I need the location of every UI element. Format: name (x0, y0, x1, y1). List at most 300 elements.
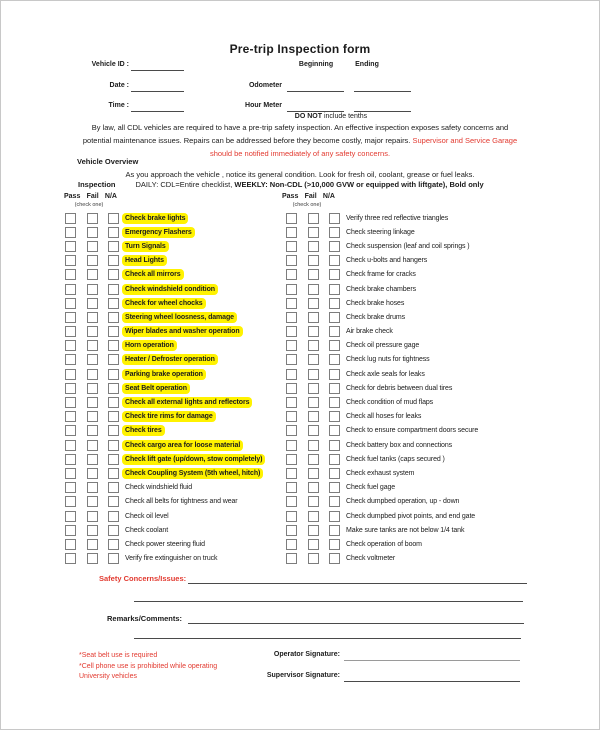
checklist-row (65, 438, 265, 452)
pass-checkbox[interactable] (286, 326, 297, 337)
na-checkbox[interactable] (329, 397, 340, 408)
na-checkbox[interactable] (329, 326, 340, 337)
right-passfail-header (282, 193, 335, 200)
na-checkbox[interactable] (329, 468, 340, 479)
checklist-row (65, 495, 265, 509)
fail-checkbox[interactable] (87, 298, 98, 309)
pass-checkbox[interactable] (65, 468, 76, 479)
checklist-item-label: Check to ensure compartment doors secure (346, 427, 479, 435)
checklist-row (286, 481, 481, 495)
fail-checkbox[interactable] (87, 511, 98, 522)
approach-instruction: As you approach the vehicle , notice its general condition. Look for fresh oil, coolant, grease or fuel leaks. (125, 170, 475, 179)
checklist-row (286, 495, 481, 509)
pass-checkbox[interactable] (65, 326, 76, 337)
na-checkbox[interactable] (108, 411, 119, 422)
checklist-item-label: Air brake check (346, 328, 393, 336)
pass-checkbox[interactable] (65, 227, 76, 238)
pass-checkbox[interactable] (65, 454, 76, 465)
checklist-item-label: Head Lights (122, 255, 167, 266)
supervisor-signature-line[interactable] (344, 681, 520, 682)
daily-text: DAILY: CDL=Entire checklist, (135, 180, 235, 189)
checklist-row (286, 225, 481, 239)
pass-checkbox[interactable] (65, 539, 76, 550)
pass-checkbox[interactable] (286, 525, 297, 536)
checklist-item-label: Check lift gate (up/down, stow completely) (122, 454, 265, 465)
intro-paragraph (43, 122, 557, 161)
checklist-item-label: Check for debris between dual tires (346, 384, 453, 392)
operator-signature-label: Operator Signature: (273, 651, 340, 658)
pass-checkbox[interactable] (65, 411, 76, 422)
na-checkbox[interactable] (329, 241, 340, 252)
fail-checkbox[interactable] (87, 383, 98, 394)
checklist-row (65, 254, 265, 268)
checklist-row (65, 296, 265, 310)
pass-checkbox[interactable] (65, 340, 76, 351)
na-checkbox[interactable] (108, 383, 119, 394)
checklist-item-label: Check all external lights and reflectors (122, 397, 252, 408)
na-checkbox[interactable] (108, 440, 119, 451)
na-checkbox[interactable] (329, 454, 340, 465)
na-checkbox[interactable] (108, 468, 119, 479)
checklist-row (286, 523, 481, 537)
na-checkbox[interactable] (108, 539, 119, 550)
fail-checkbox[interactable] (87, 255, 98, 266)
na-checkbox[interactable] (329, 511, 340, 522)
fail-checkbox[interactable] (87, 539, 98, 550)
pass-checkbox[interactable] (286, 298, 297, 309)
pass-checkbox[interactable] (286, 553, 297, 564)
fail-checkbox[interactable] (87, 553, 98, 564)
pass-checkbox[interactable] (65, 241, 76, 252)
checklist-row (286, 353, 481, 367)
checklist-row (286, 424, 481, 438)
checklist-item-label: Check brake chambers (346, 285, 416, 293)
checklist-row (286, 296, 481, 310)
na-checkbox[interactable] (329, 312, 340, 323)
pass-checkbox[interactable] (286, 354, 297, 365)
na-checkbox[interactable] (108, 525, 119, 536)
vehicle-id-label: Vehicle ID : (91, 61, 129, 68)
remarks-line-2[interactable] (134, 638, 521, 639)
do-not-include-tenths-note: DO NOT include tenths (294, 113, 368, 120)
fail-checkbox[interactable] (308, 496, 319, 507)
checklist-row (65, 353, 265, 367)
checklist-item-label: Check dumpbed operation, up - down (346, 498, 460, 506)
fail-checkbox[interactable] (308, 468, 319, 479)
checklist-item-label: Check fuel gage (346, 484, 396, 492)
checklist-item-label: Turn Signals (122, 241, 169, 252)
pass-checkbox[interactable] (286, 241, 297, 252)
na-checkbox[interactable] (108, 241, 119, 252)
na-checkbox[interactable] (108, 269, 119, 280)
fail-checkbox[interactable] (87, 241, 98, 252)
fail-checkbox[interactable] (308, 213, 319, 224)
checklist-row (286, 410, 481, 424)
fail-checkbox[interactable] (308, 340, 319, 351)
checklist-row (286, 438, 481, 452)
checklist-item-label: Check exhaust system (346, 469, 415, 477)
fail-checkbox[interactable] (87, 312, 98, 323)
remarks-line-1[interactable] (188, 623, 524, 624)
fail-checkbox[interactable] (308, 511, 319, 522)
fail-checkbox[interactable] (308, 397, 319, 408)
pass-checkbox[interactable] (65, 255, 76, 266)
checklist-item-label: Check frame for cracks (346, 271, 416, 279)
na-checkbox[interactable] (108, 511, 119, 522)
na-checkbox[interactable] (329, 255, 340, 266)
checklist-item-label: Parking brake operation (122, 369, 206, 380)
checklist-item-label: Check brake hoses (346, 299, 405, 307)
checklist-item-label: Check all belts for tightness and wear (125, 498, 238, 506)
fail-checkbox[interactable] (87, 326, 98, 337)
pass-checkbox[interactable] (286, 340, 297, 351)
pass-checkbox[interactable] (286, 397, 297, 408)
checklist-item-label: Emergency Flashers (122, 227, 195, 238)
na-checkbox[interactable] (329, 354, 340, 365)
date-field-line[interactable] (131, 91, 184, 92)
pass-checkbox[interactable] (65, 496, 76, 507)
checklist-item-label: Check oil level (125, 512, 169, 520)
time-field-line[interactable] (131, 111, 184, 112)
checklist-item-label: Check brake drums (346, 313, 405, 321)
checklist-item-label: Make sure tanks are not below 1/4 tank (346, 526, 465, 534)
pass-checkbox[interactable] (65, 269, 76, 280)
checklist-row (286, 325, 481, 339)
checklist-item-label: Check dumpbed pivot points, and end gate (346, 512, 476, 520)
checklist-row (286, 537, 481, 551)
fail-checkbox[interactable] (308, 411, 319, 422)
checklist-item-label: Check all hoses for leaks (346, 413, 422, 421)
checklist-left-column (65, 211, 265, 566)
checklist-item-label: Check power steering fluid (125, 540, 205, 548)
inspection-frequency-line (78, 180, 484, 189)
odometer-ending-line[interactable] (354, 91, 411, 92)
na-checkbox[interactable] (329, 496, 340, 507)
checklist-item-label: Check steering linkage (346, 228, 415, 236)
checklist-row (286, 395, 481, 409)
checklist-item-label: Verify fire extinguisher on truck (125, 555, 218, 563)
checklist-row (286, 339, 481, 353)
ending-column-label: Ending (355, 61, 379, 68)
checklist-row (65, 523, 265, 537)
checklist-item-label: Check voltmeter (346, 555, 396, 563)
odometer-label: Odometer (248, 82, 282, 89)
checklist-row (65, 339, 265, 353)
pass-checkbox[interactable] (286, 383, 297, 394)
fail-checkbox[interactable] (87, 284, 98, 295)
pass-checkbox[interactable] (65, 553, 76, 564)
time-label: Time : (108, 102, 129, 109)
checklist-row (286, 552, 481, 566)
fail-checkbox[interactable] (87, 454, 98, 465)
fail-checkbox[interactable] (308, 284, 319, 295)
checklist-row (65, 310, 265, 324)
pass-checkbox[interactable] (65, 397, 76, 408)
na-checkbox[interactable] (108, 227, 119, 238)
hour-meter-beginning-line[interactable] (287, 111, 344, 112)
pass-checkbox[interactable] (286, 284, 297, 295)
na-checkbox[interactable] (108, 255, 119, 266)
fail-checkbox[interactable] (308, 553, 319, 564)
fail-checkbox[interactable] (308, 354, 319, 365)
checklist-item-label: Check windshield fluid (125, 484, 193, 492)
checklist-item-label: Check brake lights (122, 213, 188, 224)
pass-checkbox[interactable] (286, 269, 297, 280)
checklist-item-label: Check windshield condition (122, 284, 218, 295)
pass-checkbox[interactable] (286, 227, 297, 238)
na-checkbox[interactable] (329, 411, 340, 422)
fail-checkbox[interactable] (308, 383, 319, 394)
checklist-item-label: Check suspension (leaf and coil springs ) (346, 242, 470, 250)
fail-checkbox[interactable] (87, 227, 98, 238)
hour-meter-label: Hour Meter (245, 102, 282, 109)
pass-header: Pass (282, 193, 299, 200)
checklist-item-label: Verify three red reflective triangles (346, 214, 449, 222)
checklist-row (286, 211, 481, 225)
fail-checkbox[interactable] (308, 369, 319, 380)
weekly-text: WEEKLY: Non-CDL (>10,000 GVW or equipped with liftgate), Bold only (234, 180, 484, 189)
na-checkbox[interactable] (108, 213, 119, 224)
checklist-row (65, 367, 265, 381)
fail-checkbox[interactable] (308, 440, 319, 451)
pass-checkbox[interactable] (65, 440, 76, 451)
checklist-item-label: Check coolant (125, 526, 169, 534)
fail-checkbox[interactable] (87, 496, 98, 507)
pass-checkbox[interactable] (286, 312, 297, 323)
inspection-label: Inspection (78, 180, 116, 189)
checklist-row (65, 452, 265, 466)
checklist-row (286, 509, 481, 523)
checklist-row (286, 268, 481, 282)
na-checkbox[interactable] (329, 340, 340, 351)
odometer-beginning-line[interactable] (287, 91, 344, 92)
na-checkbox[interactable] (329, 425, 340, 436)
fail-checkbox[interactable] (308, 298, 319, 309)
checklist-row (65, 481, 265, 495)
na-checkbox[interactable] (108, 425, 119, 436)
pass-checkbox[interactable] (65, 298, 76, 309)
na-checkbox[interactable] (329, 213, 340, 224)
na-header: N/A (104, 193, 117, 200)
safety-concerns-label: Safety Concerns/Issues: (99, 574, 187, 583)
fail-checkbox[interactable] (87, 397, 98, 408)
checklist-right-column (286, 211, 481, 566)
pass-checkbox[interactable] (286, 255, 297, 266)
pass-checkbox[interactable] (286, 440, 297, 451)
pass-checkbox[interactable] (65, 383, 76, 394)
checklist-row (286, 367, 481, 381)
vehicle-overview-heading: Vehicle Overview (77, 157, 139, 166)
pass-checkbox[interactable] (65, 213, 76, 224)
checklist-row (65, 424, 265, 438)
checklist-row (65, 239, 265, 253)
pass-checkbox[interactable] (286, 454, 297, 465)
na-checkbox[interactable] (329, 369, 340, 380)
fail-checkbox[interactable] (87, 213, 98, 224)
safety-concerns-line-1[interactable] (188, 583, 527, 584)
checklist-row (65, 282, 265, 296)
na-checkbox[interactable] (329, 440, 340, 451)
pass-checkbox[interactable] (286, 482, 297, 493)
pass-checkbox[interactable] (65, 354, 76, 365)
pass-checkbox[interactable] (286, 369, 297, 380)
fail-checkbox[interactable] (87, 440, 98, 451)
checklist-row (286, 254, 481, 268)
na-checkbox[interactable] (329, 284, 340, 295)
checklist-row (65, 537, 265, 551)
na-checkbox[interactable] (108, 354, 119, 365)
pass-checkbox[interactable] (65, 425, 76, 436)
checklist-item-label: Check axle seals for leaks (346, 370, 425, 378)
remarks-label: Remarks/Comments: (107, 614, 183, 623)
fail-checkbox[interactable] (87, 269, 98, 280)
fail-checkbox[interactable] (87, 340, 98, 351)
checklist-item-label: Check oil pressure gage (346, 342, 420, 350)
na-checkbox[interactable] (108, 482, 119, 493)
fail-checkbox[interactable] (308, 482, 319, 493)
na-checkbox[interactable] (108, 284, 119, 295)
na-checkbox[interactable] (329, 298, 340, 309)
na-checkbox[interactable] (108, 369, 119, 380)
na-checkbox[interactable] (329, 553, 340, 564)
cellphone-footnote-line-1: *Cell phone use is prohibited while operating (79, 663, 218, 670)
checklist-item-label: Check for wheel chocks (122, 298, 206, 309)
checklist-row (65, 509, 265, 523)
pass-checkbox[interactable] (286, 425, 297, 436)
pass-checkbox[interactable] (65, 369, 76, 380)
cellphone-footnote-line-2: University vehicles (79, 673, 137, 680)
na-checkbox[interactable] (108, 326, 119, 337)
left-passfail-header (64, 193, 117, 200)
checklist-row (286, 239, 481, 253)
na-checkbox[interactable] (108, 312, 119, 323)
checklist-item-label: Heater / Defroster operation (122, 354, 218, 365)
na-header: N/A (322, 193, 335, 200)
na-checkbox[interactable] (108, 298, 119, 309)
fail-checkbox[interactable] (308, 425, 319, 436)
checklist-item-label: Check tire rims for damage (122, 411, 216, 422)
pass-header: Pass (64, 193, 81, 200)
pass-checkbox[interactable] (65, 525, 76, 536)
fail-checkbox[interactable] (308, 454, 319, 465)
fail-checkbox[interactable] (87, 354, 98, 365)
checklist-row (65, 225, 265, 239)
checklist-item-label: Check Coupling System (5th wheel, hitch) (122, 468, 263, 479)
fail-checkbox[interactable] (308, 241, 319, 252)
checklist-row (65, 410, 265, 424)
checklist-row (65, 381, 265, 395)
checklist-item-label: Horn operation (122, 340, 177, 351)
vehicle-id-field-line[interactable] (131, 70, 184, 71)
fail-checkbox[interactable] (87, 411, 98, 422)
pass-checkbox[interactable] (286, 411, 297, 422)
checklist-item-label: Check operation of boom (346, 540, 422, 548)
na-checkbox[interactable] (329, 269, 340, 280)
checklist-item-label: Steering wheel loosness, damage (122, 312, 237, 323)
fail-checkbox[interactable] (87, 482, 98, 493)
fail-checkbox[interactable] (87, 369, 98, 380)
checklist-row (65, 395, 265, 409)
checklist-row (286, 310, 481, 324)
checklist-row (65, 325, 265, 339)
checklist-item-label: Check condition of mud flaps (346, 399, 434, 407)
checklist-item-label: Seat Belt operation (122, 383, 190, 394)
pass-checkbox[interactable] (65, 482, 76, 493)
checklist-row (286, 452, 481, 466)
fail-checkbox[interactable] (87, 525, 98, 536)
intro-line-1: By law, all CDL vehicles are required to have a pre-trip safety inspection. An effective inspection exposes safety concerns and (91, 123, 509, 132)
fail-checkbox[interactable] (308, 312, 319, 323)
na-checkbox[interactable] (329, 227, 340, 238)
pass-checkbox[interactable] (286, 539, 297, 550)
na-checkbox[interactable] (108, 496, 119, 507)
na-checkbox[interactable] (329, 482, 340, 493)
checklist-row (65, 552, 265, 566)
intro-line-2: potential maintenance issues. Repairs can be addressed before they become costly, major repairs. Supervisor and Service Garage (82, 135, 518, 145)
checklist-item-label: Wiper blades and washer operation (122, 326, 243, 337)
beginning-column-label: Beginning (298, 61, 334, 68)
na-checkbox[interactable] (108, 397, 119, 408)
intro-line-3: should be notified immediately of any safety concerns. (209, 148, 391, 158)
fail-checkbox[interactable] (308, 539, 319, 550)
fail-checkbox[interactable] (308, 326, 319, 337)
fail-header: Fail (304, 193, 317, 200)
hour-meter-ending-line[interactable] (354, 111, 411, 112)
pass-checkbox[interactable] (286, 213, 297, 224)
na-checkbox[interactable] (108, 553, 119, 564)
fail-checkbox[interactable] (308, 255, 319, 266)
pass-checkbox[interactable] (286, 496, 297, 507)
page-title: Pre-trip Inspection form (229, 42, 371, 56)
na-checkbox[interactable] (108, 340, 119, 351)
pass-checkbox[interactable] (286, 511, 297, 522)
checklist-row (286, 466, 481, 480)
checklist-item-label: Check tires (122, 425, 165, 436)
operator-signature-line[interactable] (344, 660, 520, 661)
seatbelt-footnote: *Seat belt use is required (79, 652, 158, 659)
checklist-item-label: Check battery box and connections (346, 441, 453, 449)
checklist-row (286, 381, 481, 395)
checklist-row (65, 268, 265, 282)
pass-checkbox[interactable] (65, 284, 76, 295)
right-check-one-note: (check one) (292, 202, 322, 208)
checklist-item-label: Check all mirrors (122, 269, 184, 280)
pass-checkbox[interactable] (65, 312, 76, 323)
checklist-row (65, 211, 265, 225)
safety-concerns-line-2[interactable] (134, 601, 523, 602)
supervisor-signature-label: Supervisor Signature: (266, 672, 340, 679)
fail-checkbox[interactable] (87, 425, 98, 436)
checklist-item-label: Check fuel tanks (caps secured ) (346, 455, 445, 463)
fail-checkbox[interactable] (308, 525, 319, 536)
na-checkbox[interactable] (108, 454, 119, 465)
pass-checkbox[interactable] (65, 511, 76, 522)
date-label: Date : (109, 82, 129, 89)
left-check-one-note: (check one) (74, 202, 104, 208)
checklist-row (286, 282, 481, 296)
fail-checkbox[interactable] (87, 468, 98, 479)
checklist-item-label: Check cargo area for loose material (122, 440, 243, 451)
fail-checkbox[interactable] (308, 269, 319, 280)
na-checkbox[interactable] (329, 383, 340, 394)
checklist-item-label: Check u-bolts and hangers (346, 257, 428, 265)
fail-checkbox[interactable] (308, 227, 319, 238)
fail-header: Fail (86, 193, 99, 200)
checklist-row (65, 466, 265, 480)
pass-checkbox[interactable] (286, 468, 297, 479)
na-checkbox[interactable] (329, 525, 340, 536)
na-checkbox[interactable] (329, 539, 340, 550)
